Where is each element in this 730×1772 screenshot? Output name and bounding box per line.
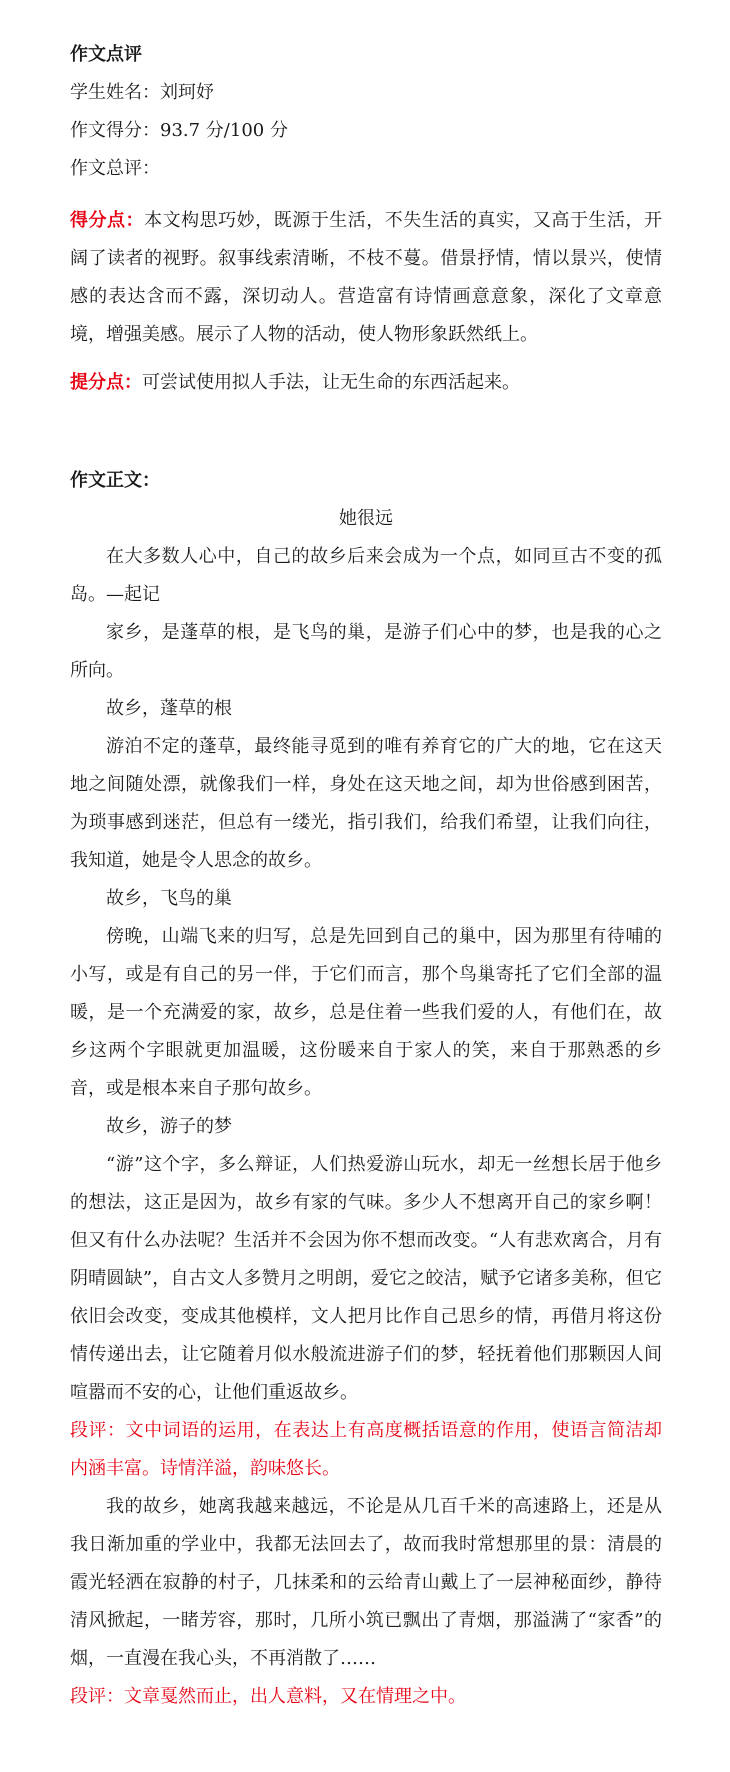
score-points-text: 本文构思巧妙，既源于生活，不失生活的真实，又高于生活，开阔了读者的视野。叙事线索清晰，不枝不蔓。借景抒情，情以景兴，使情感的表达含而不露，深切动人。营造富有诗情画意意象，深化了文章意境，增强美感。展示了人物的活动，使人物形象跃然纸上。 — [70, 210, 663, 345]
essay-label: 作文正文： — [70, 470, 160, 491]
score-value: 93.7 分/100 分 — [160, 120, 288, 141]
essay-paragraph: 傍晚，山端飞来的归写，总是先回到自己的巢中，因为那里有待哺的小写，或是有自己的另一伴，于它们而言，那个鸟巢寄托了它们全部的温暖，是一个充满爱的家，故乡，总是住着一些我们爱的人，有他们在，故乡这两个字眼就更加温暖，这份暖来自于家人的笑，来自于那熟悉的乡音，或是根本来自子那句故乡。 — [70, 926, 662, 1099]
improve-points-label: 提分点： — [70, 372, 142, 393]
score-points-paragraph — [70, 202, 662, 354]
essay-title: 她很远 — [339, 508, 393, 529]
student-name-label: 学生姓名： — [70, 82, 160, 103]
score-row — [70, 112, 662, 150]
essay-subheading: 故乡，蓬草的根 — [106, 698, 232, 719]
review-title: 作文点评 — [70, 44, 142, 65]
score-label: 作文得分： — [70, 120, 160, 141]
essay-subheading: 故乡，游子的梦 — [106, 1116, 232, 1137]
paragraph-comment: 段评：文章戛然而止，出人意料，又在情理之中。 — [70, 1686, 466, 1707]
improve-points-text: 可尝试使用拟人手法，让无生命的东西活起来。 — [142, 372, 520, 393]
essay-review-page — [70, 36, 662, 1716]
essay-closing-paragraph: 我的故乡，她离我越来越远，不论是从几百千米的高速路上，还是从我日渐加重的学业中，我都无法回去了，故而我时常想那里的景：清晨的霞光轻洒在寂静的村子，几抹柔和的云给青山戴上了一层神秘面纱，静待清风掀起，一睹芳容，那时，几所小筑已飘出了青烟，那溢满了“家香”的烟，一直漫在我心头，不再消散了…… — [70, 1496, 662, 1669]
essay-paragraph: 游泊不定的蓬草，最终能寻觅到的唯有养育它的广大的地，它在这天地之间随处漂，就像我们一样，身处在这天地之间，却为世俗感到困苦，为琐事感到迷茫，但总有一缕光，指引我们，给我们希望，让我们向往，我知道，她是令人思念的故乡。 — [70, 736, 662, 871]
essay-paragraph: 家乡，是蓬草的根，是飞鸟的巢，是游子们心中的梦，也是我的心之所向。 — [70, 622, 662, 681]
summary-label: 作文总评： — [70, 158, 160, 179]
essay-subheading: 故乡，飞鸟的巢 — [106, 888, 232, 909]
student-name-row — [70, 74, 662, 112]
student-name: 刘珂妤 — [160, 82, 214, 103]
paragraph-comment: 段评：文中词语的运用，在表达上有高度概括语意的作用，使语言简洁却内涵丰富。诗情洋溢，韵味悠长。 — [70, 1420, 662, 1479]
score-points-label: 得分点： — [70, 210, 145, 231]
essay-paragraph: 在大多数人心中，自己的故乡后来会成为一个点，如同亘古不变的孤岛。—起记 — [70, 546, 662, 605]
essay-paragraph: “游”这个字，多么辩证，人们热爱游山玩水，却无一丝想长居于他乡的想法，这正是因为，故乡有家的气味。多少人不想离开自己的家乡啊！但又有什么办法呢？生活并不会因为你不想而改变。“人有悲欢离合，月有阴晴圆缺”，自古文人多赞月之明朗，爱它之皎洁，赋予它诸多美称，但它依旧会改变，变成其他模样，文人把月比作自己思乡的情，再借月将这份情传递出去，让它随着月似水般流进游子们的梦，轻抚着他们那颗因人间喧嚣而不安的心，让他们重返故乡。 — [70, 1154, 662, 1403]
improve-points-paragraph — [70, 364, 662, 402]
